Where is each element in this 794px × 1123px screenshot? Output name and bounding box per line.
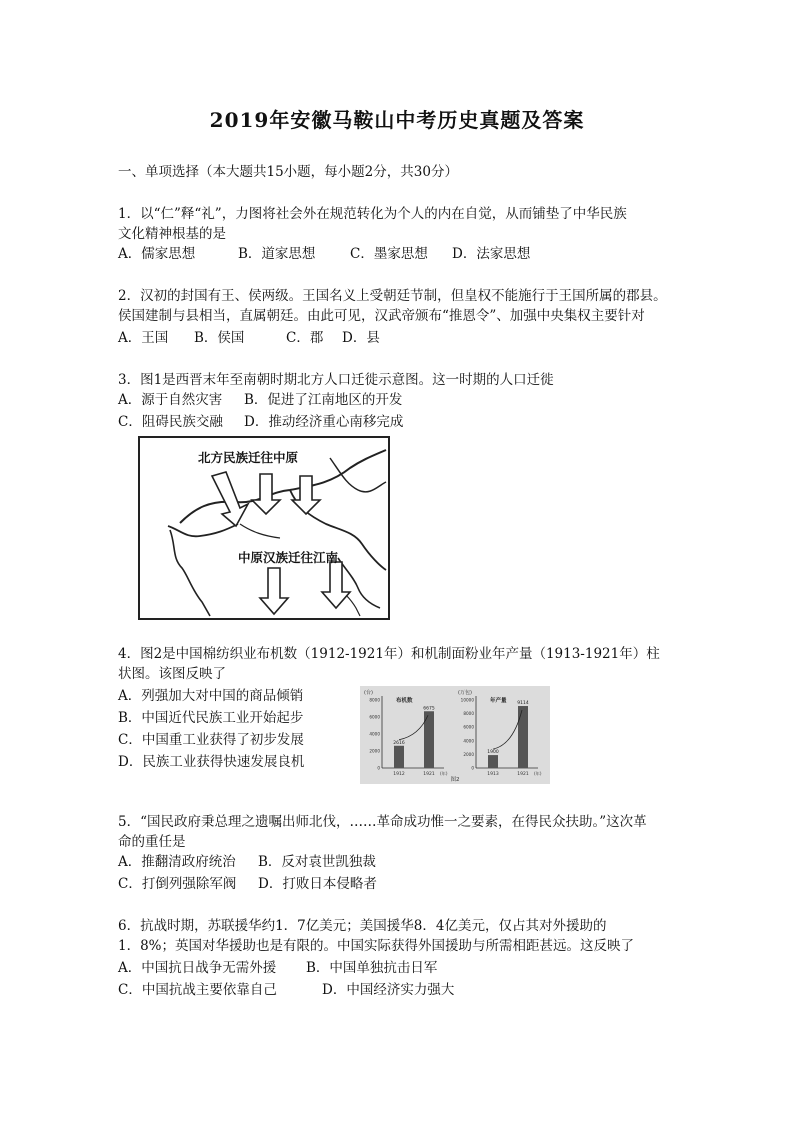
q5-option-a[interactable]: A．推翻清政府统治 [118,854,236,870]
q5-options-row2 [118,874,377,894]
q5-option-c[interactable]: C．打倒列强除军阀 [118,876,237,892]
q1-option-a[interactable]: A．儒家思想 [118,246,196,262]
q3-options-row2 [118,412,403,432]
q4-stem-line2: 状图。该图反映了 [118,666,226,682]
arrow-1 [212,472,248,526]
section-heading: 一、单项选择（本大题共15小题，每小题2分，共30分） [118,164,458,180]
chart-1-ytick: 6000 [463,724,474,730]
q5-options-row1 [118,852,376,872]
q2-options [118,328,380,348]
q4-option-d[interactable]: D．民族工业获得快速发展良机 [118,754,305,770]
arrow-4 [260,568,288,614]
q2-stem-line1: 2．汉初的封国有王、侯两级。王国名义上受朝廷节制，但皇权不能施行于王国所属的郡县。 [118,288,667,304]
q6-option-b[interactable]: B．中国单独抗击日军 [306,960,438,976]
chart-1-bar [518,706,528,768]
q6-stem-line2: 1．8%；英国对华援助也是有限的。中国实际获得外国援助与所需相距甚远。这反映了 [118,938,635,954]
q4-option-a[interactable]: A．列强加大对中国的商品倾销 [118,688,304,704]
q2-option-b[interactable]: B．侯国 [194,330,245,346]
chart-0-title: 布机数 [396,698,413,704]
chart-0-ytick: 0 [377,765,380,771]
q4-stem-line1: 4．图2是中国棉纺织业布机数（1912-1921年）和机制面粉业年产量（1913-1921年）柱 [118,646,660,662]
q5-stem-line1: 5．“国民政府秉总理之遗嘱出师北伐，……革命成功惟一之要素，在得民众扶助。”这次革 [118,814,647,830]
q2-option-a[interactable]: A．王国 [118,330,169,346]
q5-stem-line2: 命的重任是 [118,834,186,850]
chart-0-data-label: 2616 [393,740,405,746]
chart-1-ytick: 10000 [460,697,474,703]
page-title: 2019年安徽马鞍山中考历史真题及答案 [209,108,585,132]
q6-option-c[interactable]: C．中国抗战主要依靠自己 [118,982,277,998]
q4-option-b[interactable]: B．中国近代民族工业开始起步 [118,710,304,726]
q5-option-b[interactable]: B．反对袁世凯独裁 [258,854,376,870]
figure-2-caption: 图2 [450,777,460,783]
chart-0-ytick: 8000 [369,697,380,703]
arrow-3 [292,476,320,514]
q6-option-d[interactable]: D．中国经济实力强大 [322,982,455,998]
chart-1-xunit: (年) [534,771,542,776]
chart-0-xtick: 1921 [423,772,435,777]
q6-stem-line1: 6．抗战时期，苏联援华约1．7亿美元；美国援华8．4亿美元，仅占其对外援助的 [118,918,607,934]
map-label-south: 中原汉族迁往江南 [238,550,339,565]
q4-option-c[interactable]: C．中国重工业获得了初步发展 [118,732,304,748]
q1-stem-line1: 1．以“仁”释“礼”，力图将社会外在规范转化为个人的内在自觉，从而铺垫了中华民族 [118,206,627,222]
chart-1-xtick: 1913 [487,772,499,777]
q6-options-row1 [118,958,437,978]
q1-option-c[interactable]: C．墨家思想 [350,246,428,262]
chart-0-xtick: 1912 [393,772,405,777]
chart-1-title: 年产量 [490,698,507,704]
chart-0-ytick: 6000 [369,714,380,720]
chart-1-data-label: 9114 [517,701,529,707]
q3-option-b[interactable]: B．促进了江南地区的开发 [244,392,403,408]
chart-0-data-label: 6675 [423,706,435,712]
chart-1-data-label: 1900 [487,750,499,756]
chart-0-trend-arrow [399,715,428,740]
migration-map [138,436,390,620]
q1-stem-line2: 文化精神根基的是 [118,226,226,242]
q1-option-d[interactable]: D．法家思想 [452,246,531,262]
q2-option-c[interactable]: C．郡 [286,330,324,346]
chart-1-ytick: 0 [471,765,474,771]
chart-1-ytick: 4000 [463,738,474,744]
chart-1-ytick: 2000 [463,751,474,757]
chart-1-bar [488,755,498,768]
figure-2-chart [360,686,550,784]
q3-option-d[interactable]: D．推动经济重心南移完成 [244,414,404,430]
chart-1-xtick: 1921 [517,772,529,777]
q6-options-row2 [118,980,454,1000]
q2-stem-line2: 侯国建制与县相当，直属朝廷。由此可见，汉武帝颁布“推恩令”、加强中央集权主要针对 [118,308,645,324]
chart-0-bar [394,746,404,768]
q2-option-d[interactable]: D．县 [342,330,380,346]
chart-1-ytick: 8000 [463,711,474,717]
chart-1-trend-arrow [493,710,522,749]
q3-option-c[interactable]: C．阻碍民族交融 [118,414,223,430]
q1-options [118,244,530,264]
map-label-north: 北方民族迁往中原 [198,450,299,465]
chart-0-ylabel: (台) [364,690,373,696]
q1-option-b[interactable]: B．道家思想 [238,246,316,262]
chart-1-ylabel: (万包) [458,690,472,696]
chart-0-ytick: 4000 [369,731,380,737]
q6-option-a[interactable]: A．中国抗日战争无需外援 [118,960,277,976]
chart-0-ytick: 2000 [369,748,380,754]
q5-option-d[interactable]: D．打败日本侵略者 [258,876,377,892]
q3-stem: 3．图1是西晋末年至南朝时期北方人口迁徙示意图。这一时期的人口迁徙 [118,372,554,388]
q3-option-a[interactable]: A．源于自然灾害 [118,392,223,408]
q3-options-row1 [118,390,402,410]
chart-0-xunit: (年) [440,771,448,776]
figure-2-svg [360,686,550,784]
